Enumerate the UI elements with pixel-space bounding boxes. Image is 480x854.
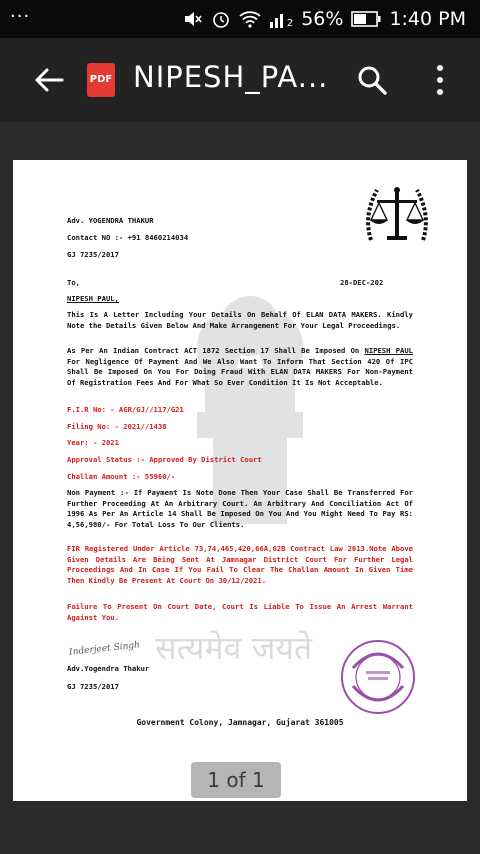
battery-percent: 56% (301, 8, 344, 30)
closing-name: Adv.Yogendra Thakur (67, 664, 150, 673)
pdf-viewer[interactable] (0, 122, 480, 854)
challan-amount: Challan Amount :- 55960/- (67, 472, 176, 481)
wifi-icon (239, 9, 261, 29)
emblem-motto: सत्यमेव जयते (155, 629, 313, 667)
mute-icon (183, 9, 203, 29)
filing-number: Filing No: - 2021//1438 (67, 422, 167, 431)
page-indicator: 1 of 1 (191, 762, 281, 798)
office-address: Government Colony, Jamnagar, Gujarat 361005 (136, 718, 344, 727)
recipient-name-inline: NIPESH PAUL (364, 346, 413, 355)
letter-date: 28-DEC-202 (340, 278, 384, 287)
search-icon[interactable] (356, 64, 388, 96)
closing-registration: GJ 7235/2017 (67, 682, 119, 691)
recipient-name: NIPESH PAUL, (67, 294, 119, 303)
network-label: 2 (286, 18, 294, 29)
app-bar (0, 38, 480, 122)
clock: 1:40 PM (389, 8, 466, 30)
notary-stamp (339, 638, 417, 716)
status-icons (183, 8, 466, 30)
legal-paragraph-start: As Per An Indian Contract ACT 1872 Section 17 Shall Be Imposed On (67, 346, 360, 355)
notification-dots: ··· (10, 6, 31, 27)
status-bar (0, 0, 480, 38)
approval-status: Approval Status :- Approved By District Court (67, 455, 262, 464)
pdf-page[interactable] (13, 160, 467, 801)
to-label: To, (67, 278, 80, 287)
document-title: NIPESH_PA... (133, 60, 329, 94)
pdf-file-icon: PDF (87, 63, 115, 97)
non-payment-paragraph: Non Payment :- If Payment Is Note Done Then Your Case Shall Be Transferred For Further Proceeding At An Arbitrary Court. An Arbitrary And Conciliation Act Of 1996 As Per An Article 14 Shall Be Imposed On You And You Might Need To Pay RS: 4,56,980/- For Total Loss To Our Clients. (67, 488, 413, 529)
signature: Inderjeet Singh (68, 640, 141, 658)
fir-number: F.I.R No: - AGR/GJ//117/G21 (67, 405, 184, 414)
registration-number: GJ 7235/2017 (67, 250, 119, 259)
case-year: Year: - 2021 (67, 438, 119, 447)
back-arrow-icon[interactable] (32, 64, 66, 96)
intro-paragraph: This Is A Letter Including Your Details On Behalf Of ELAN DATA MAKERS. Kindly Note the Details Given Below And Make Arrangement For Your Legal Proceedings. (67, 310, 413, 330)
legal-paragraph (67, 346, 413, 388)
contact-number: Contact NO :- +91 8460214034 (67, 233, 189, 242)
more-options-icon[interactable] (430, 62, 450, 98)
scales-of-justice-logo (359, 178, 435, 254)
battery-icon (351, 11, 381, 27)
signal-icon (269, 9, 293, 29)
legal-paragraph-rest: For Negligence Of Payment And We Also Want To Inform That Section 420 Of IPC Shall Be Imposed On You For Doing Fraud With ELAN DATA MAKERS For Non-Payment Of Registration Fees And For What So Ever Condition It Is Not Acceptable. (67, 356, 413, 387)
warning-paragraph: Failure To Present On Court Date, Court Is Liable To Issue An Arrest Warrant Against You. (67, 602, 413, 622)
alarm-icon (211, 9, 231, 29)
fir-paragraph: FIR Registered Under Article 73,74,465,420,66A,62B Contract Law 2013.Note Above Given Details Are Being Sent At Jamnagar District Court For Further Legal Proceedings And In Case If You Fail To Clear The Challan Amount In Given Time Then Kindly Be Present At Court On 30/12/2021. (67, 544, 413, 585)
sender-name: Adv. YOGENDRA THAKUR (67, 216, 154, 225)
